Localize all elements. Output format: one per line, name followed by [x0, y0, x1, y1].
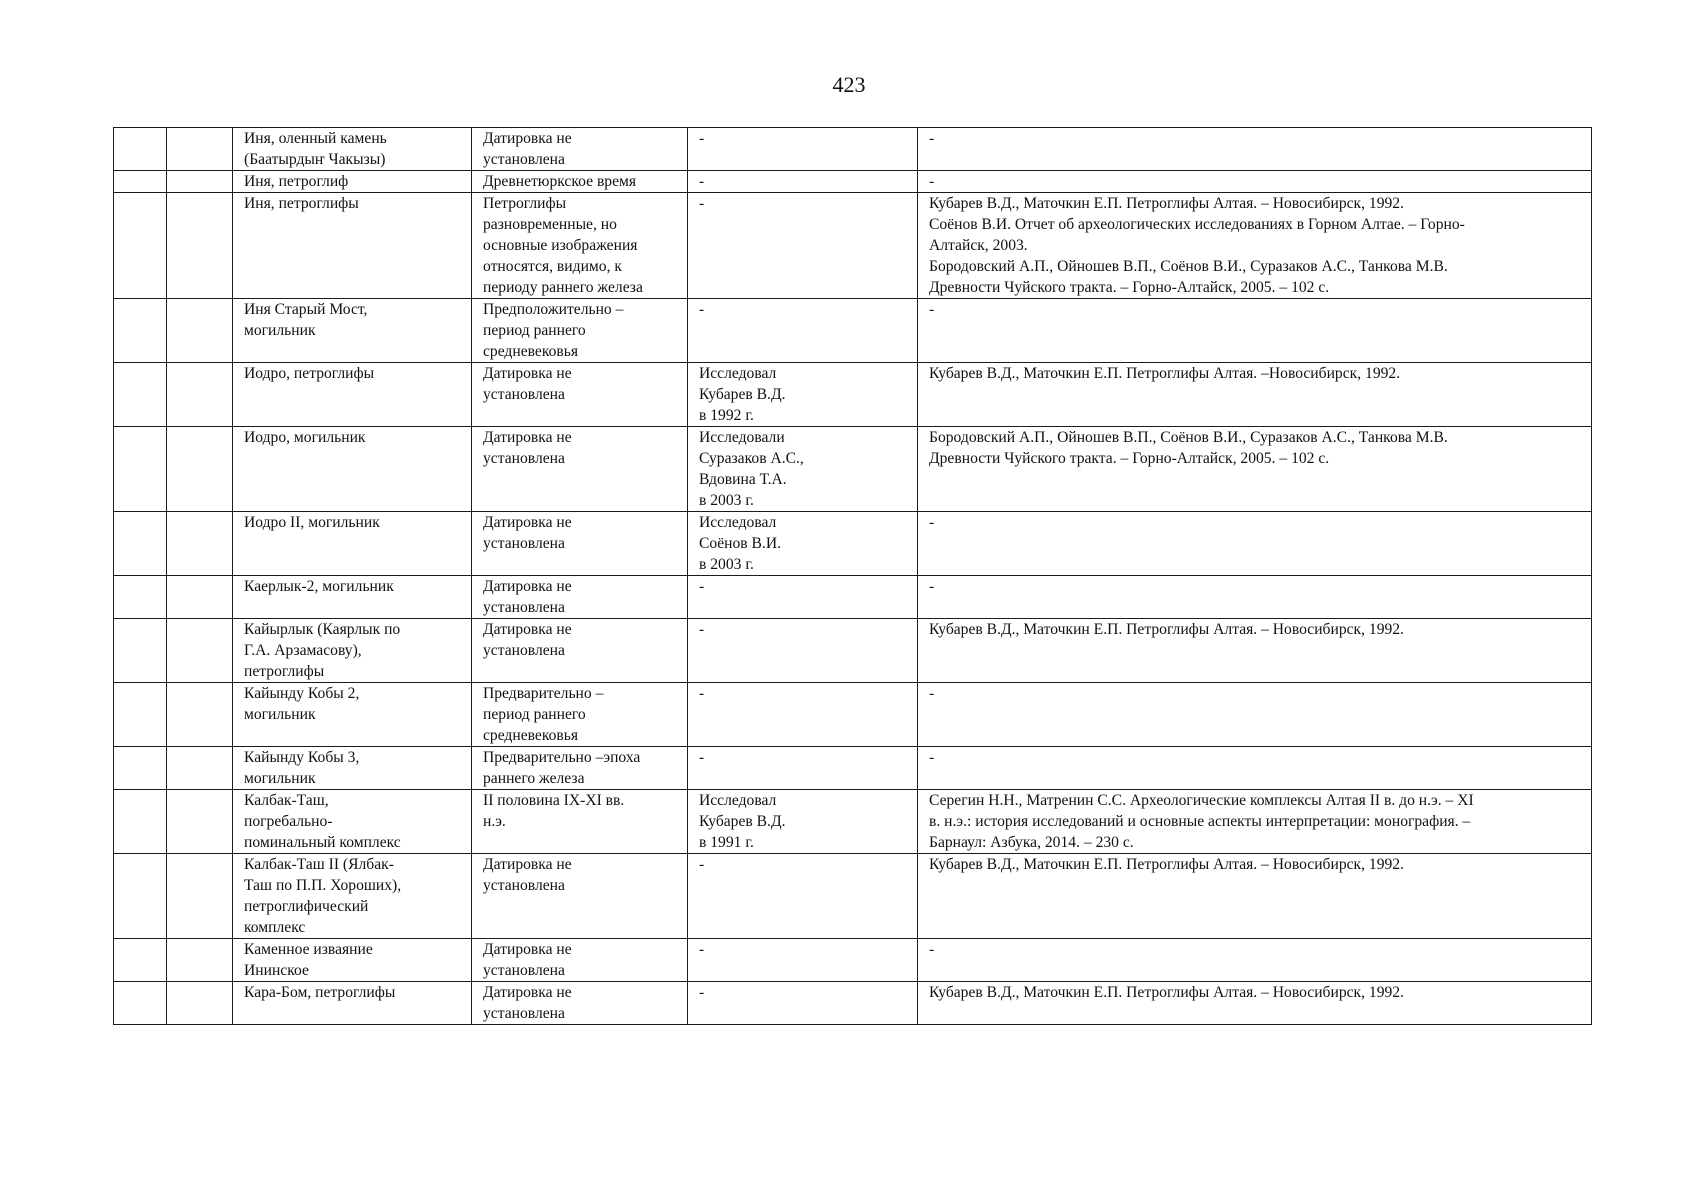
research-line: - [699, 749, 705, 766]
table-row [114, 790, 1592, 854]
site-name-line: Каерлык-2, могильник [244, 578, 394, 595]
site-name-line: могильник [244, 322, 316, 339]
site-name-line: погребально- [244, 813, 333, 830]
number-cell [114, 619, 167, 683]
table-row [114, 427, 1592, 512]
literature-line: Серегин Н.Н., Матренин С.С. Археологические комплексы Алтая II в. до н.э. – XI [929, 792, 1474, 809]
code-cell [167, 982, 233, 1025]
research-line: - [699, 130, 705, 147]
heritage-registry-table [113, 127, 1592, 1025]
literature-line: - [929, 685, 935, 702]
site-name-line: Кайынду Кобы 3, [244, 749, 360, 766]
literature-line: Древности Чуйского тракта. – Горно-Алтайск, 2005. – 102 с. [929, 450, 1330, 467]
dating-cell [472, 171, 688, 193]
research-line: в 2003 г. [699, 556, 754, 573]
number-cell [114, 363, 167, 427]
site-name-cell [233, 747, 472, 790]
number-cell [114, 683, 167, 747]
dating-line: н.э. [483, 813, 506, 830]
site-name-line: Иня, петроглифы [244, 195, 359, 212]
research-line: - [699, 195, 705, 212]
code-cell [167, 576, 233, 619]
dating-cell [472, 193, 688, 299]
research-line: - [699, 685, 705, 702]
dating-line: основные изображения [483, 237, 638, 254]
research-cell [688, 939, 918, 982]
number-cell [114, 576, 167, 619]
site-name-cell [233, 854, 472, 939]
site-name-cell [233, 299, 472, 363]
code-cell [167, 683, 233, 747]
literature-cell [918, 683, 1592, 747]
literature-line: - [929, 130, 935, 147]
literature-line: - [929, 941, 935, 958]
literature-line: Кубарев В.Д., Маточкин Е.П. Петроглифы Алтая. –Новосибирск, 1992. [929, 365, 1401, 382]
number-cell [114, 747, 167, 790]
dating-line: средневековья [483, 343, 579, 360]
research-line: в 1992 г. [699, 407, 754, 424]
dating-line: Предположительно – [483, 301, 624, 318]
research-line: Исследовал [699, 365, 777, 382]
dating-cell [472, 363, 688, 427]
code-cell [167, 939, 233, 982]
research-line: Исследовали [699, 429, 785, 446]
research-line: - [699, 578, 705, 595]
site-name-line: Иня, петроглиф [244, 173, 349, 190]
code-cell [167, 619, 233, 683]
site-name-cell [233, 619, 472, 683]
literature-line: Кубарев В.Д., Маточкин Е.П. Петроглифы Алтая. – Новосибирск, 1992. [929, 856, 1405, 873]
research-line: Соёнов В.И. [699, 535, 781, 552]
site-name-cell [233, 128, 472, 171]
research-cell [688, 193, 918, 299]
research-cell [688, 790, 918, 854]
dating-line: период раннего [483, 706, 586, 723]
dating-line: Древнетюркское время [483, 173, 637, 190]
table-row [114, 512, 1592, 576]
dating-line: Датировка не [483, 984, 572, 1001]
literature-cell [918, 982, 1592, 1025]
dating-line: Датировка не [483, 130, 572, 147]
dating-line: Датировка не [483, 514, 572, 531]
site-name-line: Кайырлык (Каярлык по [244, 621, 401, 638]
dating-line: установлена [483, 642, 565, 659]
number-cell [114, 854, 167, 939]
research-line: - [699, 984, 705, 1001]
literature-cell [918, 363, 1592, 427]
dating-line: установлена [483, 151, 565, 168]
literature-line: Бородовский А.П., Ойношев В.П., Соёнов В.И., Суразаков А.С., Танкова М.В. [929, 429, 1448, 446]
dating-cell [472, 790, 688, 854]
dating-line: период раннего [483, 322, 586, 339]
dating-line: Датировка не [483, 941, 572, 958]
dating-line: периоду раннего железа [483, 279, 643, 296]
site-name-line: поминальный комплекс [244, 834, 401, 851]
research-cell [688, 747, 918, 790]
research-line: Исследовал [699, 514, 777, 531]
research-cell [688, 619, 918, 683]
literature-cell [918, 939, 1592, 982]
literature-line: - [929, 578, 935, 595]
literature-cell [918, 171, 1592, 193]
literature-line: Древности Чуйского тракта. – Горно-Алтайск, 2005. – 102 с. [929, 279, 1330, 296]
site-name-line: Г.А. Арзамасову), [244, 642, 362, 659]
table-row [114, 128, 1592, 171]
site-name-cell [233, 683, 472, 747]
dating-line: установлена [483, 450, 565, 467]
dating-cell [472, 299, 688, 363]
code-cell [167, 790, 233, 854]
research-line: Кубарев В.Д. [699, 813, 786, 830]
research-cell [688, 512, 918, 576]
research-line: - [699, 856, 705, 873]
number-cell [114, 427, 167, 512]
literature-cell [918, 427, 1592, 512]
number-cell [114, 512, 167, 576]
code-cell [167, 854, 233, 939]
site-name-line: Таш по П.П. Хороших), [244, 877, 402, 894]
literature-line: - [929, 749, 935, 766]
dating-cell [472, 683, 688, 747]
literature-line: Барнаул: Азбука, 2014. – 230 с. [929, 834, 1134, 851]
research-cell [688, 683, 918, 747]
literature-cell [918, 576, 1592, 619]
literature-line: - [929, 173, 935, 190]
literature-cell [918, 619, 1592, 683]
dating-line: Петроглифы [483, 195, 567, 212]
literature-line: Кубарев В.Д., Маточкин Е.П. Петроглифы Алтая. – Новосибирск, 1992. [929, 984, 1405, 1001]
code-cell [167, 128, 233, 171]
site-name-line: Калбак-Таш, [244, 792, 329, 809]
number-cell [114, 982, 167, 1025]
dating-line: Датировка не [483, 856, 572, 873]
code-cell [167, 427, 233, 512]
dating-line: установлена [483, 386, 565, 403]
code-cell [167, 747, 233, 790]
site-name-line: комплекс [244, 919, 306, 936]
site-name-cell [233, 427, 472, 512]
research-line: Исследовал [699, 792, 777, 809]
dating-cell [472, 982, 688, 1025]
site-name-line: Ининское [244, 962, 309, 979]
number-cell [114, 790, 167, 854]
dating-cell [472, 128, 688, 171]
number-cell [114, 128, 167, 171]
research-line: в 1991 г. [699, 834, 754, 851]
dating-line: Датировка не [483, 365, 572, 382]
table-body [114, 128, 1592, 1025]
site-name-cell [233, 576, 472, 619]
research-line: Вдовина Т.А. [699, 471, 787, 488]
table-row [114, 854, 1592, 939]
site-name-line: Иодро, петроглифы [244, 365, 375, 382]
dating-cell [472, 619, 688, 683]
research-cell [688, 171, 918, 193]
dating-cell [472, 939, 688, 982]
dating-cell [472, 512, 688, 576]
literature-cell [918, 747, 1592, 790]
research-cell [688, 982, 918, 1025]
table-row [114, 982, 1592, 1025]
table-row [114, 576, 1592, 619]
table-row [114, 363, 1592, 427]
site-name-line: Кара-Бом, петроглифы [244, 984, 396, 1001]
literature-line: - [929, 514, 935, 531]
site-name-cell [233, 512, 472, 576]
site-name-line: Кайынду Кобы 2, [244, 685, 360, 702]
research-cell [688, 363, 918, 427]
site-name-cell [233, 363, 472, 427]
site-name-line: петроглифический [244, 898, 369, 915]
literature-line: Кубарев В.Д., Маточкин Е.П. Петроглифы Алтая. – Новосибирск, 1992. [929, 195, 1405, 212]
number-cell [114, 193, 167, 299]
dating-line: II половина IX-XI вв. [483, 792, 625, 809]
number-cell [114, 171, 167, 193]
code-cell [167, 512, 233, 576]
table-row [114, 747, 1592, 790]
research-line: Суразаков А.С., [699, 450, 804, 467]
number-cell [114, 299, 167, 363]
table-row [114, 193, 1592, 299]
research-cell [688, 427, 918, 512]
site-name-cell [233, 982, 472, 1025]
page-number: 423 [832, 72, 866, 97]
dating-line: Датировка не [483, 429, 572, 446]
dating-line: установлена [483, 877, 565, 894]
site-name-cell [233, 939, 472, 982]
research-cell [688, 128, 918, 171]
literature-line: Соёнов В.И. Отчет об археологических исследованиях в Горном Алтае. – Горно- [929, 216, 1465, 233]
dating-cell [472, 747, 688, 790]
research-line: - [699, 301, 705, 318]
literature-cell [918, 854, 1592, 939]
dating-line: относятся, видимо, к [483, 258, 622, 275]
dating-cell [472, 427, 688, 512]
site-name-line: могильник [244, 770, 316, 787]
table-row [114, 171, 1592, 193]
site-name-cell [233, 193, 472, 299]
table-row [114, 683, 1592, 747]
dating-line: установлена [483, 599, 565, 616]
research-line: - [699, 621, 705, 638]
literature-cell [918, 193, 1592, 299]
literature-cell [918, 299, 1592, 363]
research-cell [688, 576, 918, 619]
research-line: - [699, 173, 705, 190]
research-line: - [699, 941, 705, 958]
site-name-cell [233, 790, 472, 854]
dating-line: установлена [483, 535, 565, 552]
dating-cell [472, 854, 688, 939]
research-cell [688, 299, 918, 363]
site-name-line: могильник [244, 706, 316, 723]
site-name-line: Калбак-Таш II (Ялбак- [244, 856, 394, 873]
table-row [114, 939, 1592, 982]
literature-cell [918, 790, 1592, 854]
literature-cell [918, 512, 1592, 576]
site-name-line: Каменное изваяние [244, 941, 373, 958]
dating-line: Датировка не [483, 578, 572, 595]
literature-line: - [929, 301, 935, 318]
table-row [114, 299, 1592, 363]
literature-line: Кубарев В.Д., Маточкин Е.П. Петроглифы Алтая. – Новосибирск, 1992. [929, 621, 1405, 638]
site-name-line: петроглифы [244, 663, 325, 680]
site-name-line: Иодро II, могильник [244, 514, 380, 531]
research-line: Кубарев В.Д. [699, 386, 786, 403]
dating-line: Предварительно – [483, 685, 604, 702]
site-name-cell [233, 171, 472, 193]
literature-line: в. н.э.: история исследований и основные аспекты интерпретации: монография. – [929, 813, 1471, 830]
code-cell [167, 193, 233, 299]
literature-line: Алтайск, 2003. [929, 237, 1028, 254]
dating-line: средневековья [483, 727, 579, 744]
code-cell [167, 299, 233, 363]
dating-line: установлена [483, 962, 565, 979]
number-cell [114, 939, 167, 982]
dating-line: Датировка не [483, 621, 572, 638]
literature-cell [918, 128, 1592, 171]
research-cell [688, 854, 918, 939]
dating-line: Предварительно –эпоха [483, 749, 641, 766]
dating-line: разновременные, но [483, 216, 617, 233]
table-row [114, 619, 1592, 683]
code-cell [167, 363, 233, 427]
site-name-line: (Баатырдыҥ Чакызы) [244, 151, 386, 168]
research-line: в 2003 г. [699, 492, 754, 509]
site-name-line: Иня Старый Мост, [244, 301, 368, 318]
code-cell [167, 171, 233, 193]
literature-line: Бородовский А.П., Ойношев В.П., Соёнов В.И., Суразаков А.С., Танкова М.В. [929, 258, 1448, 275]
site-name-line: Иня, оленный камень [244, 130, 387, 147]
site-name-line: Иодро, могильник [244, 429, 366, 446]
dating-line: раннего железа [483, 770, 585, 787]
dating-cell [472, 576, 688, 619]
dating-line: установлена [483, 1005, 565, 1022]
